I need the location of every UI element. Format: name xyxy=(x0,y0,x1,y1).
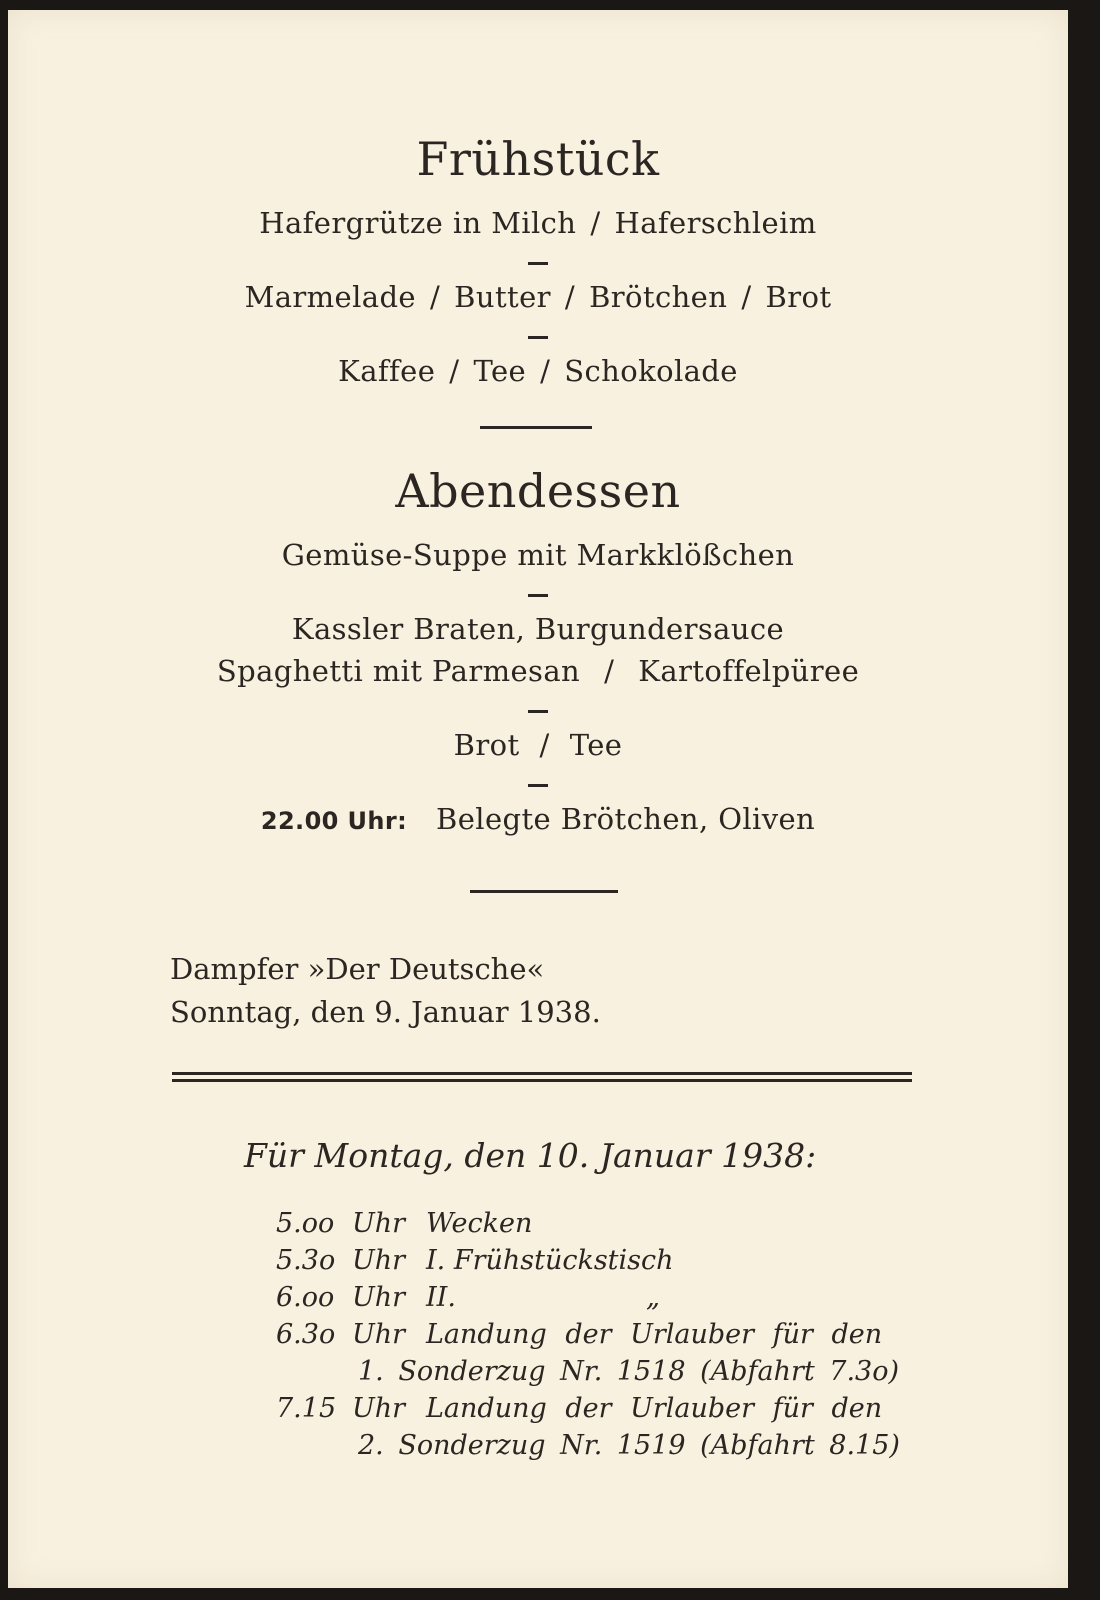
menu-item: Marmelade xyxy=(244,280,416,314)
separator: / xyxy=(430,280,441,314)
menu-item: Hafergrütze in Milch xyxy=(259,206,577,240)
separator: / xyxy=(741,280,752,314)
menu-item: Tee xyxy=(569,728,623,762)
schedule-uhr: Uhr xyxy=(352,1393,406,1424)
schedule-row xyxy=(276,1205,916,1242)
schedule-time: 7.15 xyxy=(276,1393,337,1424)
menu-card xyxy=(8,10,1068,1588)
section-divider xyxy=(480,426,592,429)
menu-item: Butter xyxy=(454,280,551,314)
ditto-mark: „ xyxy=(646,1282,660,1313)
schedule-text: I. Frühstückstisch xyxy=(426,1245,674,1276)
double-rule-top xyxy=(172,1072,912,1075)
menu-item: Haferschleim xyxy=(614,206,817,240)
schedule-text: Wecken xyxy=(426,1208,533,1239)
menu-item: Spaghetti mit Parmesan xyxy=(216,654,581,688)
schedule-uhr: Uhr xyxy=(352,1245,406,1276)
schedule-row xyxy=(276,1242,916,1279)
separator: / xyxy=(564,280,576,314)
menu-date: Sonntag, den 9. Januar 1938. xyxy=(170,995,601,1029)
ship-name: Dampfer »Der Deutsche« xyxy=(170,952,545,986)
menu-item: Brot xyxy=(765,280,832,314)
schedule-title: Für Montag, den 10. Januar 1938: xyxy=(244,1136,817,1175)
schedule-text: Landung der Urlauber für den xyxy=(426,1393,883,1424)
separator: / xyxy=(540,354,551,388)
late-time: 22.00 Uhr: xyxy=(260,807,408,835)
schedule-text: II. xyxy=(426,1282,456,1313)
menu-item: Kartoffelpüree xyxy=(638,654,860,688)
separator: / xyxy=(449,354,460,388)
menu-item: Kaffee xyxy=(338,354,436,388)
breakfast-title: Frühstück xyxy=(416,132,660,186)
menu-item: Tee xyxy=(473,354,527,388)
section-divider xyxy=(470,890,618,893)
breakfast-row-2 xyxy=(8,280,1068,314)
schedule-row xyxy=(276,1390,916,1427)
dinner-title: Abendessen xyxy=(395,464,681,518)
dash-divider xyxy=(528,336,548,339)
menu-item: Brötchen xyxy=(589,280,728,314)
menu-item: Belegte Brötchen, Oliven xyxy=(436,802,816,836)
dinner-sides xyxy=(8,654,1068,688)
schedule-uhr: Uhr xyxy=(352,1208,406,1239)
breakfast-row-3 xyxy=(8,354,1068,388)
dash-divider xyxy=(528,784,548,787)
double-rule-bottom xyxy=(172,1079,912,1082)
schedule-row xyxy=(276,1279,916,1316)
schedule-time: 5.oo xyxy=(276,1208,335,1239)
menu-item: Brot xyxy=(453,728,520,762)
menu-item: Schokolade xyxy=(564,354,738,388)
dinner-bread xyxy=(8,728,1068,762)
separator: / xyxy=(590,206,601,240)
schedule-continuation: 1. Sonderzug Nr. 1518 (Abfahrt 7.3o) xyxy=(358,1356,900,1387)
dash-divider xyxy=(528,594,548,597)
separator: / xyxy=(539,728,550,762)
schedule-text: Landung der Urlauber für den xyxy=(426,1319,883,1350)
dash-divider xyxy=(528,262,548,265)
dinner-main: Kassler Braten, Burgundersauce xyxy=(291,612,785,646)
schedule-time: 6.3o xyxy=(276,1319,336,1350)
dinner-late xyxy=(8,802,1068,836)
schedule-list xyxy=(276,1205,916,1464)
schedule-row xyxy=(276,1316,916,1353)
separator: / xyxy=(604,654,615,688)
dinner-soup: Gemüse-Suppe mit Markklößchen xyxy=(281,538,795,572)
schedule-time: 6.oo xyxy=(276,1282,335,1313)
schedule-time: 5.3o xyxy=(276,1245,336,1276)
schedule-uhr: Uhr xyxy=(352,1282,406,1313)
schedule-uhr: Uhr xyxy=(352,1319,406,1350)
ship-info xyxy=(170,948,601,1034)
schedule-continuation: 2. Sonderzug Nr. 1519 (Abfahrt 8.15) xyxy=(358,1430,900,1461)
dash-divider xyxy=(528,710,548,713)
breakfast-row-1 xyxy=(8,206,1068,240)
